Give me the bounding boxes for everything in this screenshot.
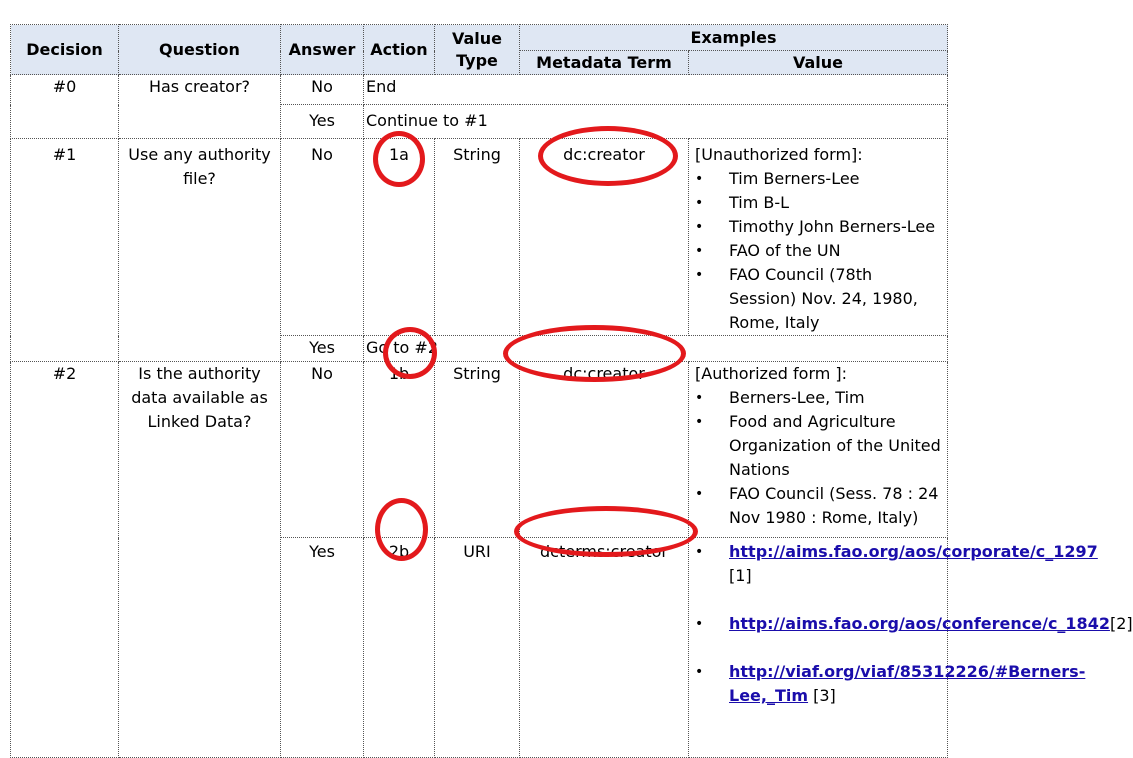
list-item: • FAO of the UN xyxy=(695,239,941,263)
metadata-term-cell: dc:creator xyxy=(520,139,689,336)
header-answer: Answer xyxy=(281,25,364,75)
action-cell: 1a xyxy=(364,139,435,336)
header-value-type: Value Type xyxy=(435,25,520,75)
table-row xyxy=(11,139,948,336)
footnote-ref: [2] xyxy=(1109,614,1133,633)
answer-cell: No xyxy=(281,139,364,336)
question-cell: Is the authority data available as Linked Data? xyxy=(119,362,281,758)
value-type-cell: String xyxy=(435,139,520,336)
example-list xyxy=(695,167,941,335)
action-cell: Continue to #1 xyxy=(364,105,948,139)
table-row xyxy=(11,75,948,105)
answer-cell: No xyxy=(281,75,364,105)
list-item: • Tim Berners-Lee xyxy=(695,167,941,191)
list-item: • Food and Agriculture Organization of the United Nations xyxy=(695,410,941,482)
list-item: • Tim B-L xyxy=(695,191,941,215)
metadata-term-cell: dcterms:creator xyxy=(520,538,689,758)
header-metadata-term: Metadata Term xyxy=(520,51,689,75)
list-item: • Berners-Lee, Tim xyxy=(695,386,941,410)
header-examples: Examples xyxy=(520,25,948,51)
question-cell: Has creator? xyxy=(119,75,281,139)
answer-cell: Yes xyxy=(281,538,364,758)
example-value-cell xyxy=(689,139,948,336)
list-item: • FAO Council (78th Session) Nov. 24, 1980, Rome, Italy xyxy=(695,263,941,335)
action-cell: Go to #2 xyxy=(364,336,948,362)
header-action: Action xyxy=(364,25,435,75)
list-item xyxy=(695,612,1133,636)
value-type-cell: String xyxy=(435,362,520,538)
example-link[interactable]: http://aims.fao.org/aos/conference/c_1842 xyxy=(729,614,1110,633)
header-decision: Decision xyxy=(11,25,119,75)
example-link-list xyxy=(695,540,1133,708)
example-link[interactable]: http://viaf.org/viaf/85312226/#Berners-Lee,_Tim xyxy=(729,662,1086,705)
footnote-ref: [3] xyxy=(808,686,836,705)
example-intro: [Unauthorized form]: xyxy=(695,145,863,164)
example-intro: [Authorized form ]: xyxy=(695,364,848,383)
list-item: • FAO Council (Sess. 78 : 24 Nov 1980 : Rome, Italy) xyxy=(695,482,941,530)
action-cell: 1b xyxy=(364,362,435,538)
decision-cell: #0 xyxy=(11,75,119,139)
action-cell: 2b xyxy=(364,538,435,758)
answer-cell: No xyxy=(281,362,364,538)
question-cell: Use any authority file? xyxy=(119,139,281,362)
example-value-cell xyxy=(689,538,1133,758)
list-item: • Timothy John Berners-Lee xyxy=(695,215,941,239)
header-value: Value xyxy=(689,51,948,75)
example-value-cell xyxy=(689,362,948,538)
footnote-ref: [1] xyxy=(729,566,752,585)
example-link[interactable]: http://aims.fao.org/aos/corporate/c_1297 xyxy=(729,542,1098,561)
list-item xyxy=(695,660,1086,708)
decision-cell: #2 xyxy=(11,362,119,758)
decision-table xyxy=(10,24,1133,758)
table-row xyxy=(11,362,948,538)
value-type-cell: URI xyxy=(435,538,520,758)
answer-cell: Yes xyxy=(281,105,364,139)
answer-cell: Yes xyxy=(281,336,364,362)
metadata-term-cell: dc:creator xyxy=(520,362,689,538)
list-item xyxy=(695,540,1098,588)
example-list xyxy=(695,386,941,530)
header-question: Question xyxy=(119,25,281,75)
decision-cell: #1 xyxy=(11,139,119,362)
action-cell: End xyxy=(364,75,948,105)
